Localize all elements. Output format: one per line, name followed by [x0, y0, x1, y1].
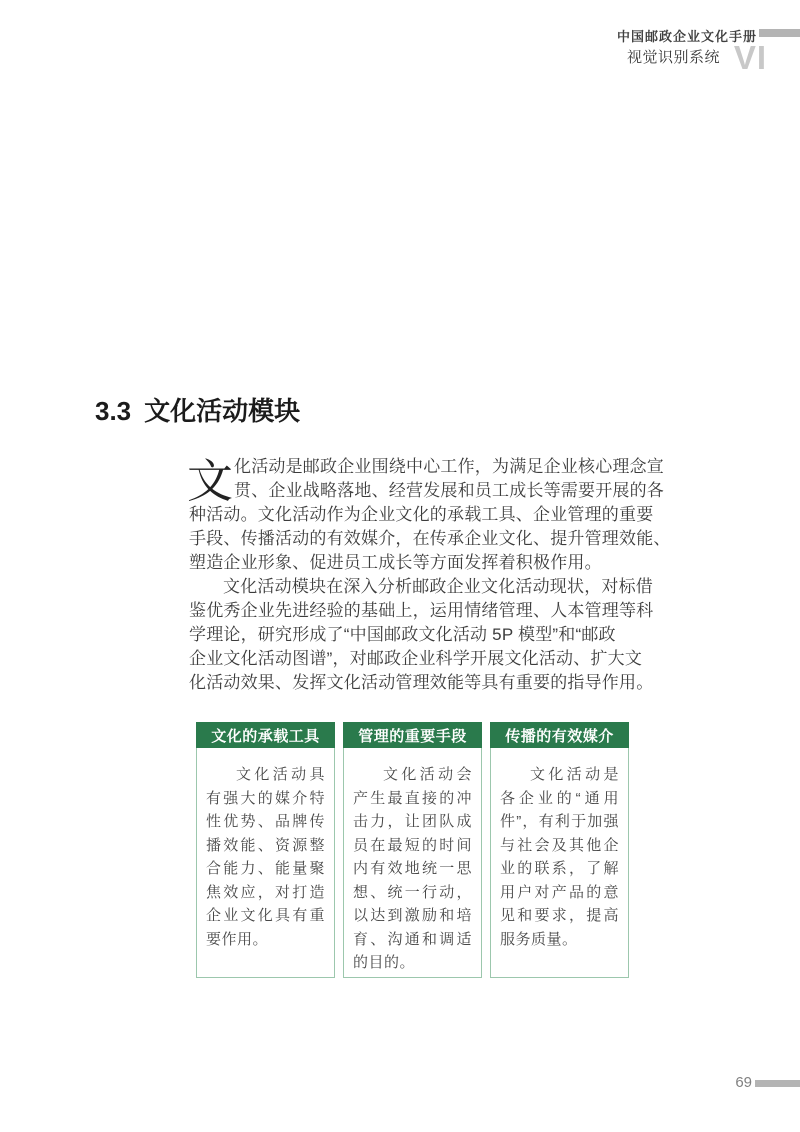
intro-paragraph1-line: 贯、企业战略落地、经营发展和员工成长等需要开展的各	[234, 481, 664, 500]
feature-card-body: 文化活动是各企业的“通用件”，有利于加强与社会及其他企业的联系，了解用户对产品的意见和要求，提高服务质量。	[500, 766, 619, 948]
section-number: 3.3	[95, 396, 132, 426]
intro-paragraph2-line: 文化活动模块在深入分析邮政企业文化活动现状，对标借	[223, 577, 653, 596]
feature-card-body: 文化活动会产生最直接的冲击力，让团队成员在最短的时间内有效地统一思想、统一行动，以达到激励和培育、沟通和调适的目的。	[353, 766, 472, 971]
feature-card-title: 管理的重要手段	[343, 722, 482, 748]
footer-accent-bar	[755, 1080, 800, 1087]
intro-paragraph1-line: 化活动是邮政企业围绕中心工作，为满足企业核心理念宣	[234, 457, 664, 476]
visual-identity-system-title: 视觉识别系统	[626, 49, 720, 66]
feature-cards-row	[196, 722, 629, 978]
feature-card-title: 传播的有效媒介	[490, 722, 629, 748]
intro-paragraph1-line: 塑造企业形象、促进员工成长等方面发挥着积极作用。	[189, 553, 602, 572]
intro-paragraph2-line: 学理论，研究形成了“中国邮政文化活动 5P 模型”和“邮政	[189, 625, 616, 644]
intro-paragraph1-line: 种活动。文化活动作为企业文化的承载工具、企业管理的重要	[189, 505, 654, 524]
handbook-title: 中国邮政企业文化手册	[616, 29, 757, 44]
page-number: 69	[735, 1074, 752, 1091]
intro-text	[187, 455, 671, 695]
dropcap-character: 文	[187, 455, 233, 507]
feature-card	[343, 722, 482, 978]
header-accent-bar	[759, 29, 800, 37]
vi-watermark: VI	[733, 39, 767, 76]
section-name: 文化活动模块	[144, 396, 301, 426]
feature-card	[490, 722, 629, 978]
feature-card-body: 文化活动具有强大的媒介特性优势、品牌传播效能、资源整合能力、能量聚焦效应，对打造企业文化具有重要作用。	[206, 766, 325, 948]
intro-paragraph2-line: 企业文化活动图谱”，对邮政企业科学开展文化活动、扩大文	[189, 649, 643, 668]
intro-paragraph1-line: 手段、传播活动的有效媒介，在传承企业文化、提升管理效能、	[189, 529, 671, 548]
section-title	[95, 396, 300, 426]
feature-card-title: 文化的承载工具	[196, 722, 335, 748]
intro-lines	[189, 455, 671, 695]
intro-paragraph2-line: 鉴优秀企业先进经验的基础上，运用情绪管理、人本管理等科	[189, 601, 654, 620]
feature-card	[196, 722, 335, 978]
intro-paragraph2-line: 化活动效果、发挥文化活动管理效能等具有重要的指导作用。	[189, 673, 654, 692]
